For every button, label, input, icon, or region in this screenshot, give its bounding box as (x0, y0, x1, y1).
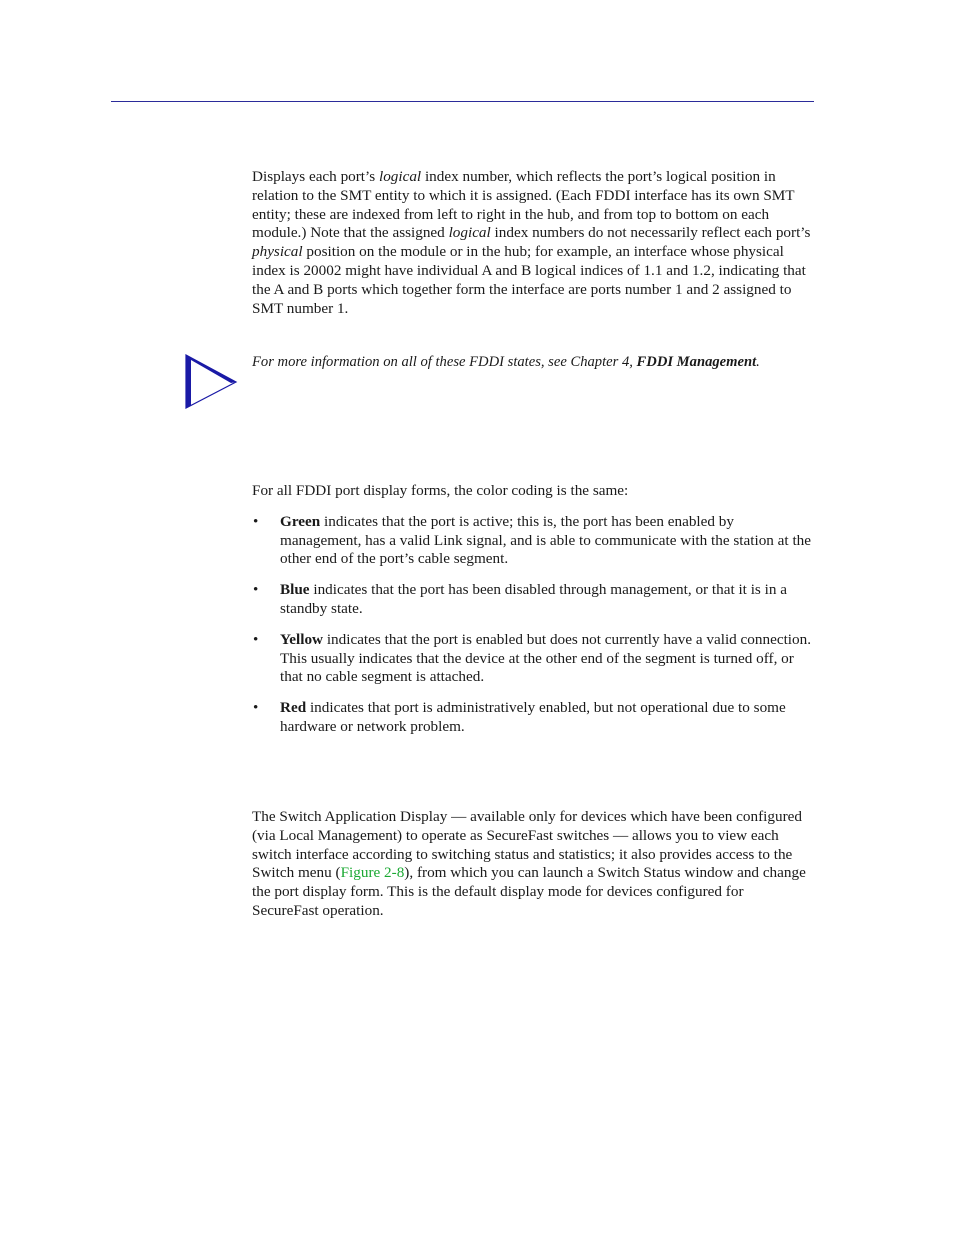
color-description: indicates that the port has been disabled through management, or that it is in a standby state. (280, 581, 787, 617)
color-term: Green (280, 512, 321, 530)
note-chapter-title: FDDI Management (636, 354, 757, 370)
color-description: indicates that the port is enabled but does not currently have a valid connection. This usually indicates that the device at the other end of the segment is turned off, or that no cable segment is attached. (280, 630, 811, 686)
emphasis-physical: physical (252, 243, 303, 261)
figure-2-8-link[interactable]: Figure 2-8 (340, 864, 405, 882)
bullet-icon: • (253, 630, 259, 648)
list-item-red (252, 699, 812, 737)
note-body: For more information on all of these FDDI states, see Chapter 4, (252, 354, 637, 370)
text-run: index numbers do not necessarily reflect each port’s (490, 224, 811, 242)
color-term: Yellow (280, 630, 324, 648)
text-run: index number, which reflects the port’s logical position in relation to the SMT entity to which it is assigned. (Each FDDI interface has its own SMT entity; these are indexed from left to right in the hub, and from top to bottom on each module.) Note that the assigned (252, 168, 795, 242)
emphasis-logical: logical (378, 168, 422, 185)
bullet-icon: • (253, 699, 259, 717)
switch-application-section (252, 808, 812, 921)
text-run: The Switch Application Display — available only for devices which have been configured (via Local Management) to operate as SecureFast switches — allows you to view each switch interface according to switching status and statistics; it also provides access to the Switch menu ( (252, 808, 802, 882)
text-run: ), from which you can launch a Switch Status window and change the port display form. This is the default display mode for devices configured for SecureFast operation. (252, 864, 806, 919)
color-term: Blue (280, 581, 310, 599)
list-item-blue (252, 581, 812, 619)
header-rule (111, 101, 814, 102)
logical-index-paragraph (252, 168, 812, 318)
bullet-icon: • (253, 581, 259, 599)
text-run: position on the module or in the hub; for example, an interface whose physical index is 20002 might have individual A and B logical indices of 1.1 and 1.2, indicating that the A and B ports which together form the interface are ports number 1 and 2 assigned to SMT number 1. (252, 243, 806, 317)
note-triangle-icon (184, 352, 242, 412)
color-description: indicates that the port is active; this is, the port has been enabled by management, has a valid Link signal, and is able to communicate with the station at the other end of the port’s cable segment. (280, 512, 811, 568)
list-item-yellow (252, 631, 812, 687)
list-item-green (252, 513, 812, 569)
bullet-icon: • (253, 512, 259, 530)
color-coding-section (252, 482, 812, 749)
emphasis-logical: logical (448, 224, 491, 242)
note-period: . (756, 354, 760, 370)
switch-application-paragraph (252, 808, 812, 921)
color-description: indicates that port is administratively enabled, but not operational due to some hardware or network problem. (280, 699, 786, 735)
color-coding-list (252, 513, 812, 737)
logical-index-description (252, 168, 812, 318)
color-term: Red (280, 699, 307, 717)
text-run: Displays each port’s (252, 168, 379, 185)
color-coding-intro: For all FDDI port display forms, the color coding is the same: (252, 482, 629, 499)
note-text (252, 353, 812, 372)
